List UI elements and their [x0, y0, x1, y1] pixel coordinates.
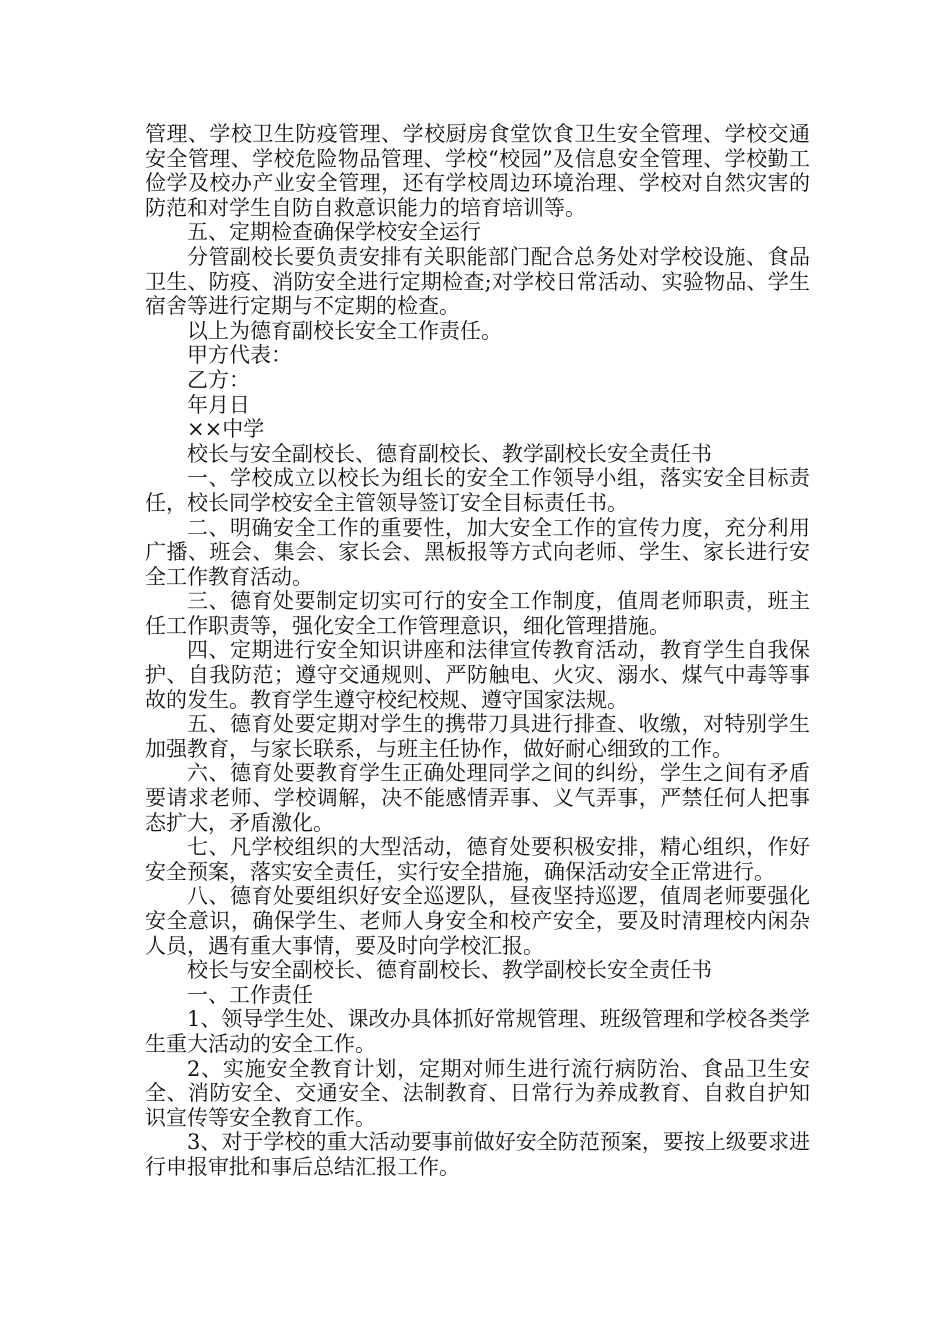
section-heading-work-responsibility: 一、工作责任 — [187, 982, 313, 1007]
clause-8: 八、德育处要组织好安全巡逻队，昼夜坚持巡逻，值周老师要强化安全意识，确保学生、老师人身安全和校产安全，要及时清理校内闲杂人员，遇有重大事情，要及时向学校汇报。 — [145, 884, 810, 958]
clause-6: 六、德育处要教育学生正确处理同学之间的纠纷，学生之间有矛盾要请求老师、学校调解，决不能感情弄事、义气弄事，严禁任何人把事态扩大，矛盾激化。 — [145, 761, 810, 835]
section-heading-periodic-inspection: 五、定期检查确保学校安全运行 — [187, 220, 481, 245]
paragraph-continuation: 管理、学校卫生防疫管理、学校厨房食堂饮食卫生安全管理、学校交通安全管理、学校危险物品管理、学校“校园”及信息安全管理、学校勤工俭学及校办产业安全管理，还有学校周边环境治理、学校对自然灾害的防范和对学生自防自救意识能力的培育培训等。 — [145, 122, 810, 220]
party-a-label: 甲方代表： — [187, 343, 292, 368]
paragraph-inspection-duty: 分管副校长要负责安排有关职能部门配合总务处对学校设施、食品卫生、防疫、消防安全进行定期检查;对学校日常活动、实验物品、学生宿舍等进行定期与不定期的检查。 — [145, 244, 810, 319]
clause-5: 五、德育处要定期对学生的携带刀具进行排查、收缴，对特别学生加强教育，与家长联系，与班主任协作，做好耐心细致的工作。 — [145, 712, 810, 761]
clause-1: 一、学校成立以校长为组长的安全工作领导小组，落实安全目标责任，校长同学校安全主管领导签订安全目标责任书。 — [145, 466, 810, 515]
clause-4: 四、定期进行安全知识讲座和法律宣传教育活动，教育学生自我保护、自我防范；遵守交通规则、严防触电、火灾、溺水、煤气中毒等事故的发生。教育学生遵守校纪校规、遵守国家法规。 — [145, 638, 810, 712]
party-b-label: 乙方： — [187, 367, 250, 392]
document-page — [145, 122, 810, 1180]
clause-3: 三、德育处要制定切实可行的安全工作制度，值周老师职责，班主任工作职责等，强化安全工作管理意识，细化管理措施。 — [145, 589, 810, 638]
clause-2: 二、明确安全工作的重要性，加大安全工作的宣传力度，充分利用广播、班会、集会、家长会、黑板报等方式向老师、学生、家长进行安全工作教育活动。 — [145, 515, 810, 589]
school-name: ××中学 — [187, 417, 265, 442]
date-label: 年月日 — [187, 392, 250, 417]
clause-7: 七、凡学校组织的大型活动，德育处要积极安排，精心组织，作好安全预案，落实安全责任，实行安全措施，确保活动安全正常进行。 — [145, 835, 810, 884]
duty-item-1: 1、领导学生处、课改办具体抓好常规管理、班级管理和学校各类学生重大活动的安全工作。 — [145, 1007, 810, 1056]
duty-item-2: 2、实施安全教育计划，定期对师生进行流行病防治、食品卫生安全、消防安全、交通安全、法制教育、日常行为养成教育、自救自护知识宣传等安全教育工作。 — [145, 1056, 810, 1130]
document-title-1: 校长与安全副校长、德育副校长、教学副校长安全责任书 — [187, 441, 712, 466]
duty-item-3: 3、对于学校的重大活动要事前做好安全防范预案，要按上级要求进行申报审批和事后总结汇报工作。 — [145, 1130, 810, 1179]
document-title-2: 校长与安全副校长、德育副校长、教学副校长安全责任书 — [187, 958, 712, 983]
paragraph-responsibility-summary: 以上为德育副校长安全工作责任。 — [187, 318, 502, 343]
